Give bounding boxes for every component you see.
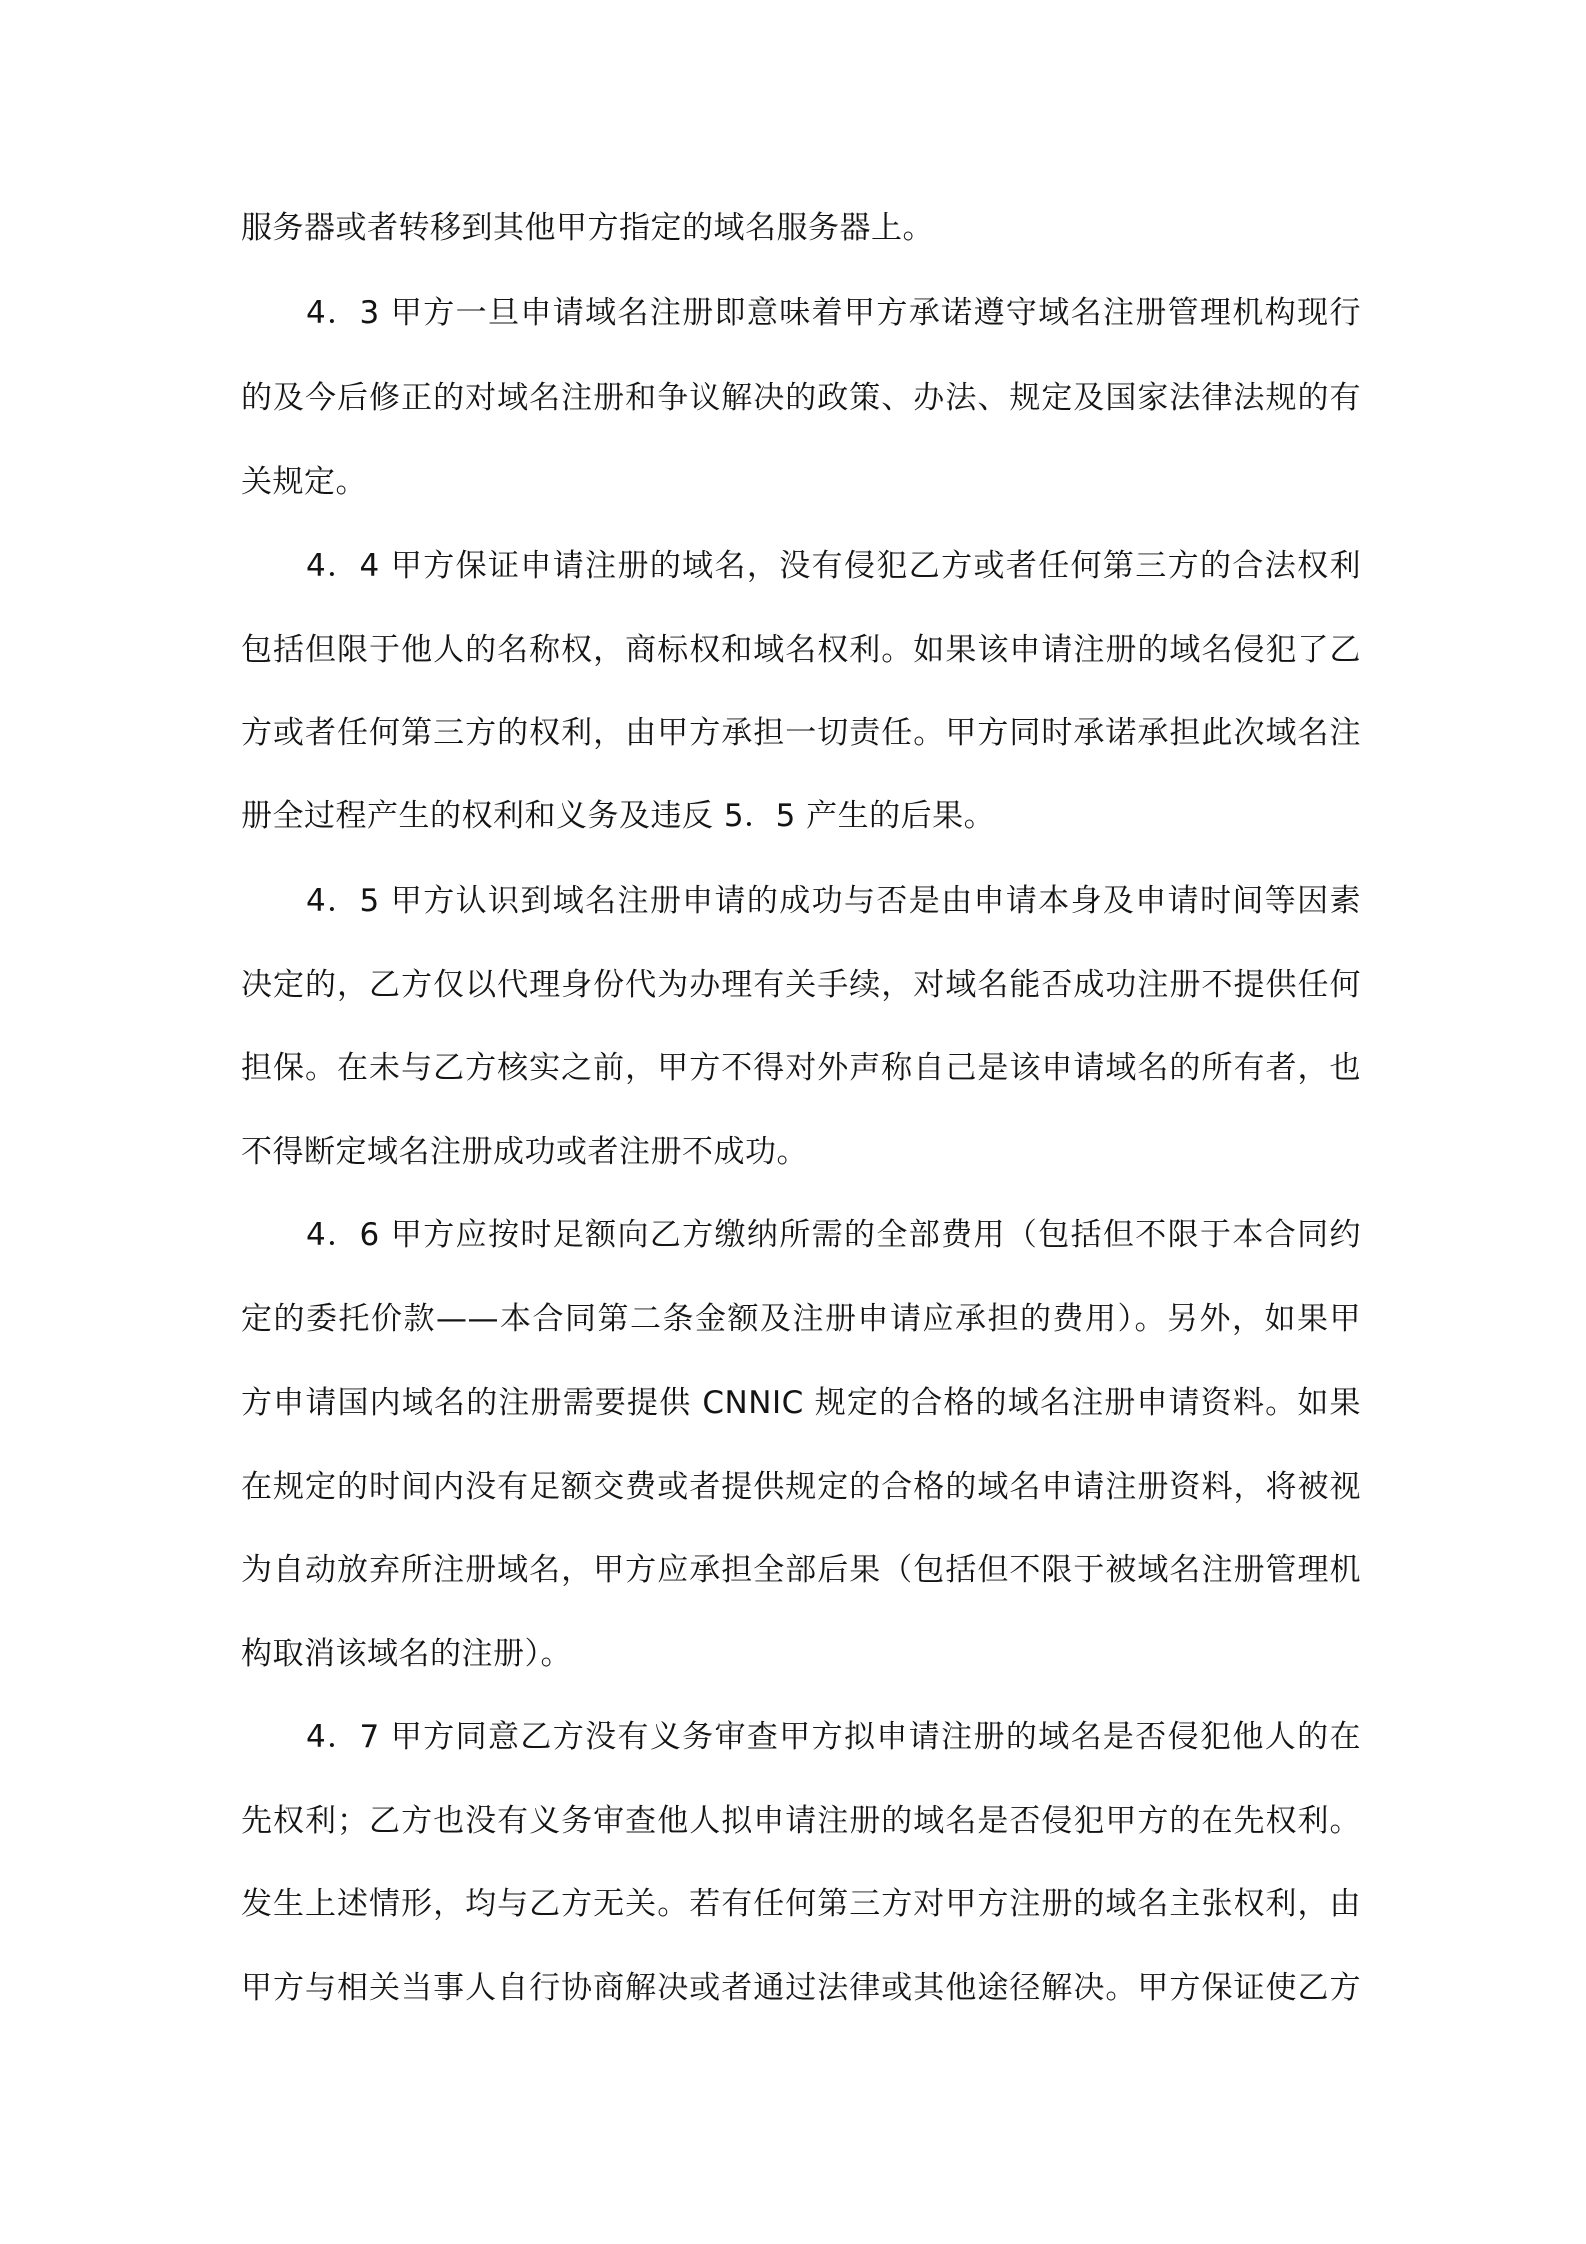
- paragraph-line: 方或者任何第三方的权利，由甲方承担一切责任。甲方同时承诺承担此次域名注: [241, 715, 1361, 751]
- paragraph-line: 册全过程产生的权利和义务及违反 5．5 产生的后果。: [241, 798, 996, 834]
- paragraph-line: 方申请国内域名的注册需要提供 CNNIC 规定的合格的域名注册申请资料。如果: [241, 1385, 1361, 1421]
- paragraph-line: 包括但限于他人的名称权，商标权和域名权利。如果该申请注册的域名侵犯了乙: [241, 632, 1361, 668]
- paragraph-line: 构取消该域名的注册）。: [241, 1636, 572, 1672]
- clause-4-3-line: 4．3 甲方一旦申请域名注册即意味着甲方承诺遵守域名注册管理机构现行: [306, 295, 1361, 331]
- clause-4-5-line: 4．5 甲方认识到域名注册申请的成功与否是由申请本身及申请时间等因素: [306, 883, 1361, 919]
- paragraph-line: 定的委托价款——本合同第二条金额及注册申请应承担的费用）。另外，如果甲: [241, 1301, 1361, 1337]
- paragraph-line: 的及今后修正的对域名注册和争议解决的政策、办法、规定及国家法律法规的有: [241, 380, 1361, 416]
- clause-4-6-line: 4．6 甲方应按时足额向乙方缴纳所需的全部费用（包括但不限于本合同约: [306, 1217, 1361, 1253]
- paragraph-line: 决定的，乙方仅以代理身份代为办理有关手续，对域名能否成功注册不提供任何: [241, 967, 1361, 1003]
- paragraph-line: 担保。在未与乙方核实之前，甲方不得对外声称自己是该申请域名的所有者，也: [241, 1050, 1361, 1086]
- clause-4-7-line: 4．7 甲方同意乙方没有义务审查甲方拟申请注册的域名是否侵犯他人的在: [306, 1719, 1361, 1755]
- paragraph-line: 甲方与相关当事人自行协商解决或者通过法律或其他途径解决。甲方保证使乙方: [241, 1970, 1361, 2006]
- paragraph-line: 服务器或者转移到其他甲方指定的域名服务器上。: [241, 210, 934, 246]
- paragraph-line: 关规定。: [241, 464, 367, 500]
- paragraph-line: 发生上述情形，均与乙方无关。若有任何第三方对甲方注册的域名主张权利，由: [241, 1886, 1361, 1922]
- paragraph-line: 不得断定域名注册成功或者注册不成功。: [241, 1134, 808, 1170]
- paragraph-line: 为自动放弃所注册域名，甲方应承担全部后果（包括但不限于被域名注册管理机: [241, 1552, 1361, 1588]
- paragraph-line: 先权利；乙方也没有义务审查他人拟申请注册的域名是否侵犯甲方的在先权利。: [241, 1803, 1361, 1839]
- paragraph-line: 在规定的时间内没有足额交费或者提供规定的合格的域名申请注册资料，将被视: [241, 1469, 1361, 1505]
- clause-4-4-line: 4．4 甲方保证申请注册的域名，没有侵犯乙方或者任何第三方的合法权利: [306, 548, 1361, 584]
